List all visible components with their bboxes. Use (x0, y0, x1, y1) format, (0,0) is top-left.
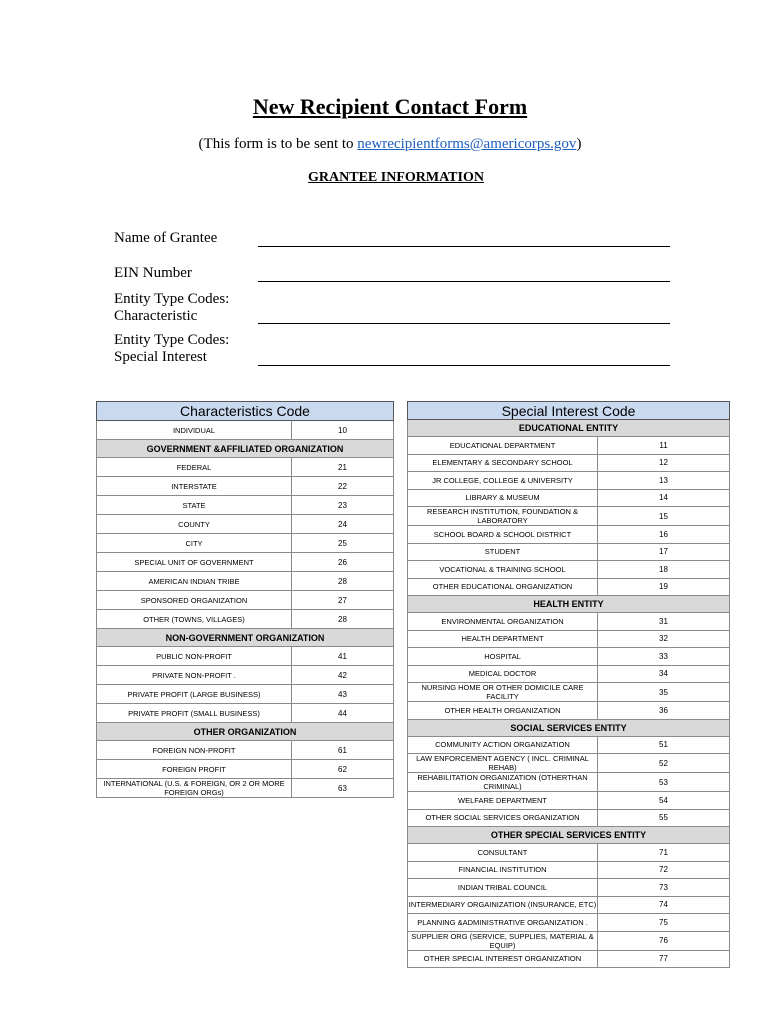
code-value: 21 (292, 458, 394, 477)
table-row (97, 647, 394, 666)
entity-characteristic-label (114, 291, 229, 325)
entity-characteristic-label-line2: Characteristic (114, 308, 198, 324)
code-name-consultant: CONSULTANT (408, 844, 598, 862)
table-row (408, 950, 730, 968)
code-value: 43 (292, 685, 394, 704)
code-value: 34 (598, 665, 730, 683)
code-value: 18 (598, 561, 730, 579)
code-value: 61 (292, 741, 394, 760)
category-health-entity: HEALTH ENTITY (408, 596, 730, 613)
table-row (408, 879, 730, 897)
code-name-federal: FEDERAL (97, 458, 292, 477)
ein-number-field[interactable] (258, 281, 670, 282)
table-row (408, 437, 730, 455)
code-value: 54 (598, 792, 730, 810)
code-name-state: STATE (97, 496, 292, 515)
code-value: 13 (598, 472, 730, 490)
special-interest-code-table (407, 401, 730, 968)
table-row (408, 844, 730, 862)
code-value: 62 (292, 760, 394, 779)
table-row (97, 496, 394, 515)
code-value: 51 (598, 736, 730, 754)
table-row (408, 665, 730, 683)
table-row (408, 472, 730, 490)
code-name-private-profit-large-business: PRIVATE PROFIT (LARGE BUSINESS) (97, 685, 292, 704)
code-value: 75 (598, 914, 730, 932)
code-name-interstate: INTERSTATE (97, 477, 292, 496)
code-name-private-non-profit: PRIVATE NON-PROFIT . (97, 666, 292, 685)
code-name-law-enforcement-agency-incl-criminal-rehab: LAW ENFORCEMENT AGENCY ( INCL. CRIMINAL REHAB) (408, 754, 598, 773)
category-social-services-entity: SOCIAL SERVICES ENTITY (408, 719, 730, 736)
table-row (408, 896, 730, 914)
characteristics-code-table (96, 401, 394, 798)
table-row (97, 572, 394, 591)
special-interest-code-header: Special Interest Code (408, 402, 730, 420)
code-name-library-museum: LIBRARY & MUSEUM (408, 489, 598, 507)
entity-special-interest-field[interactable] (258, 365, 670, 366)
code-value: 32 (598, 630, 730, 648)
table-row (408, 914, 730, 932)
table-row (408, 489, 730, 507)
code-value: 41 (292, 647, 394, 666)
code-value: 28 (292, 610, 394, 629)
table-row (408, 773, 730, 792)
code-name-planning-administrative-organization: PLANNING &ADMINISTRATIVE ORGANIZATION . (408, 914, 598, 932)
code-name-american-indian-tribe: AMERICAN INDIAN TRIBE (97, 572, 292, 591)
code-value: 10 (292, 421, 394, 440)
table-row (97, 534, 394, 553)
code-value: 55 (598, 809, 730, 827)
table-row (408, 736, 730, 754)
table-row (408, 630, 730, 648)
code-name-other-towns-villages: OTHER (TOWNS, VILLAGES) (97, 610, 292, 629)
code-name-school-board-school-district: SCHOOL BOARD & SCHOOL DISTRICT (408, 526, 598, 544)
code-name-student: STUDENT (408, 543, 598, 561)
table-row (408, 648, 730, 666)
code-name-medical-doctor: MEDICAL DOCTOR (408, 665, 598, 683)
table-row (97, 685, 394, 704)
code-value: 63 (292, 779, 394, 798)
code-name-supplier-org-service-supplies-material-equip: SUPPLIER ORG (SERVICE, SUPPLIES, MATERIAL & EQUIP) (408, 931, 598, 950)
table-row (408, 454, 730, 472)
table-row (97, 779, 394, 798)
table-row (408, 792, 730, 810)
table-row (97, 591, 394, 610)
table-row (408, 809, 730, 827)
table-row (97, 421, 394, 440)
table-row (97, 610, 394, 629)
code-name-jr-college-college-university: JR COLLEGE, COLLEGE & UNIVERSITY (408, 472, 598, 490)
code-name-intermediary-orgainization-insurance-etc: INTERMEDIARY ORGAINIZATION (INSURANCE, ETC) (408, 896, 598, 914)
table-row (97, 458, 394, 477)
code-value: 33 (598, 648, 730, 666)
ein-number-label: EIN Number (114, 265, 192, 281)
subtitle-prefix: (This form is to be sent to (198, 136, 358, 152)
entity-characteristic-field[interactable] (258, 323, 670, 324)
form-subtitle (0, 136, 770, 153)
code-name-private-profit-small-business: PRIVATE PROFIT (SMALL BUSINESS) (97, 704, 292, 723)
table-row (408, 861, 730, 879)
category-non-government-organization: NON-GOVERNMENT ORGANIZATION (97, 629, 394, 647)
code-name-other-educational-organization: OTHER EDUCATIONAL ORGANIZATION (408, 578, 598, 596)
table-row (97, 760, 394, 779)
table-row (408, 754, 730, 773)
code-name-other-social-services-organization: OTHER SOCIAL SERVICES ORGANIZATION (408, 809, 598, 827)
code-name-other-health-organization: OTHER HEALTH ORGANIZATION (408, 702, 598, 720)
code-name-indian-tribal-council: INDIAN TRIBAL COUNCIL (408, 879, 598, 897)
table-row (97, 741, 394, 760)
code-name-foreign-non-profit: FOREIGN NON-PROFIT (97, 741, 292, 760)
code-value: 72 (598, 861, 730, 879)
table-row (97, 666, 394, 685)
code-value: 17 (598, 543, 730, 561)
code-value: 23 (292, 496, 394, 515)
code-value: 35 (598, 683, 730, 702)
code-name-hospital: HOSPITAL (408, 648, 598, 666)
entity-special-interest-label (114, 332, 229, 366)
entity-characteristic-label-line1: Entity Type Codes: (114, 291, 230, 307)
code-name-financial-institution: FINANCIAL INSTITUTION (408, 861, 598, 879)
table-row (408, 578, 730, 596)
code-name-rehabilitation-organization-otherthan-criminal: REHABILITATION ORGANIZATION (OTHERTHAN CRIMINAL) (408, 773, 598, 792)
code-value: 12 (598, 454, 730, 472)
subtitle-suffix: ) (576, 136, 582, 152)
code-value: 27 (292, 591, 394, 610)
category-educational-entity: EDUCATIONAL ENTITY (408, 420, 730, 437)
code-name-foreign-profit: FOREIGN PROFIT (97, 760, 292, 779)
category-other-organization: OTHER ORGANIZATION (97, 723, 394, 741)
table-row (408, 702, 730, 720)
code-value: 24 (292, 515, 394, 534)
code-value: 26 (292, 553, 394, 572)
code-value: 25 (292, 534, 394, 553)
code-name-county: COUNTY (97, 515, 292, 534)
email-link[interactable]: newrecipientforms@americorps.gov (357, 136, 577, 152)
table-row (408, 543, 730, 561)
code-value: 76 (598, 931, 730, 950)
code-name-city: CITY (97, 534, 292, 553)
code-name-community-action-organization: COMMUNITY ACTION ORGANIZATION (408, 736, 598, 754)
code-value: 52 (598, 754, 730, 773)
code-value: 28 (292, 572, 394, 591)
code-value: 74 (598, 896, 730, 914)
table-row (97, 515, 394, 534)
code-name-elementary-secondary-school: ELEMENTARY & SECONDARY SCHOOL (408, 454, 598, 472)
table-row (97, 553, 394, 572)
code-name-research-institution-foundation-laboratory: RESEARCH INSTITUTION, FOUNDATION & LABORATORY (408, 507, 598, 526)
code-name-educational-department: EDUCATIONAL DEPARTMENT (408, 437, 598, 455)
table-row (408, 507, 730, 526)
characteristics-code-header: Characteristics Code (97, 402, 394, 421)
table-row (408, 931, 730, 950)
table-row (97, 704, 394, 723)
code-value: 36 (598, 702, 730, 720)
entity-special-interest-label-line2: Special Interest (114, 349, 207, 365)
code-name-nursing-home-or-other-domicile-care-facility: NURSING HOME OR OTHER DOMICILE CARE FACILITY (408, 683, 598, 702)
code-value: 53 (598, 773, 730, 792)
code-value: 42 (292, 666, 394, 685)
name-of-grantee-label: Name of Grantee (114, 230, 218, 246)
code-name-public-non-profit: PUBLIC NON-PROFIT (97, 647, 292, 666)
code-name-vocational-training-school: VOCATIONAL & TRAINING SCHOOL (408, 561, 598, 579)
table-row (408, 613, 730, 631)
category-government-affiliated-organization: GOVERNMENT &AFFILIATED ORGANIZATION (97, 440, 394, 458)
code-name-special-unit-of-government: SPECIAL UNIT OF GOVERNMENT (97, 553, 292, 572)
form-title: New Recipient Contact Form (252, 94, 528, 119)
code-name-individual: INDIVIDUAL (97, 421, 292, 440)
name-of-grantee-field[interactable] (258, 246, 670, 247)
table-row (97, 477, 394, 496)
section-heading-grantee: GRANTEE INFORMATION (308, 170, 484, 185)
code-name-other-special-interest-organization: OTHER SPECIAL INTEREST ORGANIZATION (408, 950, 598, 968)
code-value: 19 (598, 578, 730, 596)
code-value: 14 (598, 489, 730, 507)
code-name-international-u-s-foreign-or-2-or-more-foreign-orgs: INTERNATIONAL (U.S. & FOREIGN, OR 2 OR MORE FOREIGN ORGs) (97, 779, 292, 798)
entity-special-interest-label-line1: Entity Type Codes: (114, 332, 230, 348)
table-row (408, 683, 730, 702)
code-name-welfare-department: WELFARE DEPARTMENT (408, 792, 598, 810)
code-name-sponsored-organization: SPONSORED ORGANIZATION (97, 591, 292, 610)
code-value: 15 (598, 507, 730, 526)
code-value: 22 (292, 477, 394, 496)
code-value: 71 (598, 844, 730, 862)
code-value: 77 (598, 950, 730, 968)
code-value: 44 (292, 704, 394, 723)
code-value: 73 (598, 879, 730, 897)
table-row (408, 526, 730, 544)
code-name-environmental-organization: ENVIRONMENTAL ORGANIZATION (408, 613, 598, 631)
code-value: 16 (598, 526, 730, 544)
table-row (408, 561, 730, 579)
code-value: 11 (598, 437, 730, 455)
code-name-health-department: HEALTH DEPARTMENT (408, 630, 598, 648)
category-other-special-services-entity: OTHER SPECIAL SERVICES ENTITY (408, 827, 730, 844)
code-value: 31 (598, 613, 730, 631)
